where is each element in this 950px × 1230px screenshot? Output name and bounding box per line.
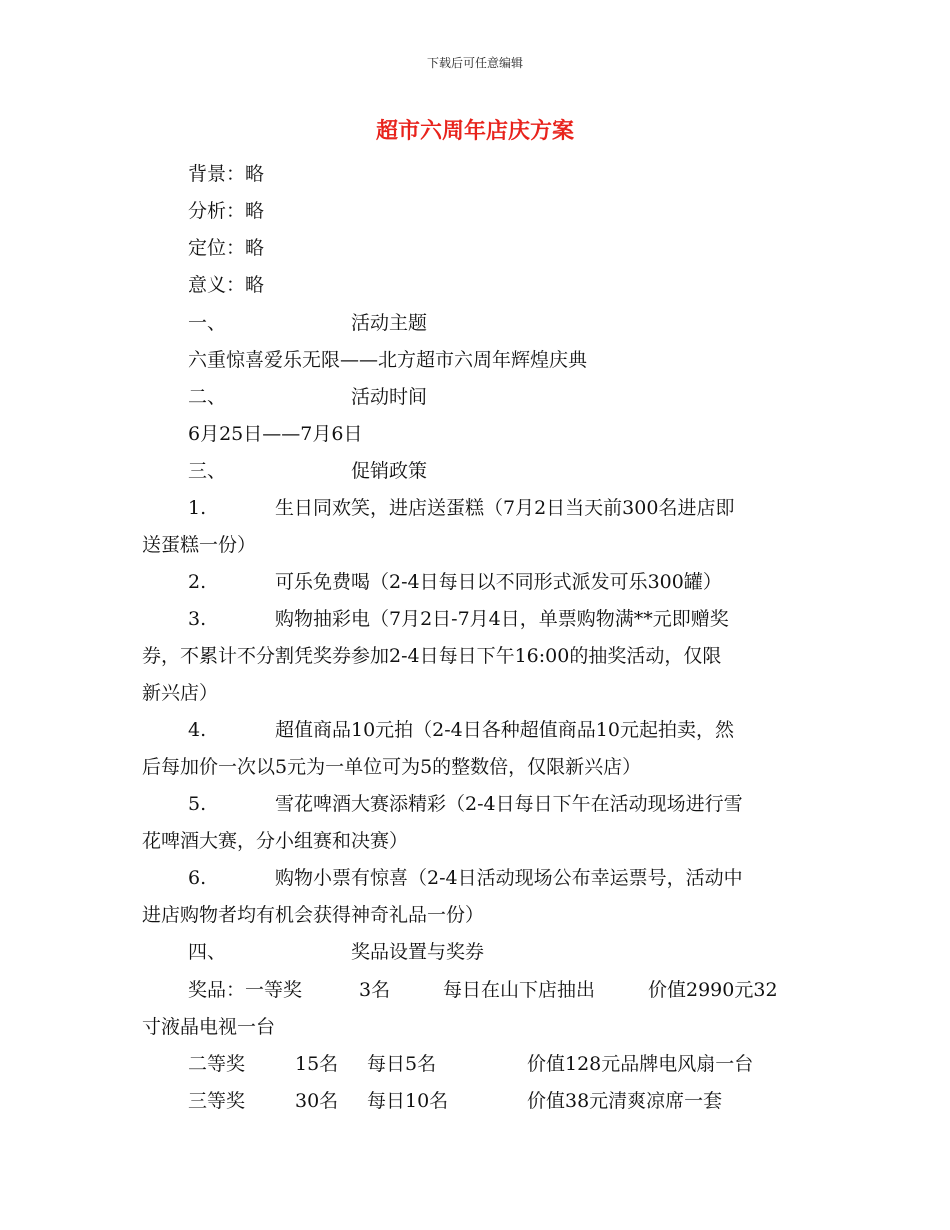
section-index: 一、 <box>188 312 227 334</box>
prize-value: 价值128元品牌电风扇一台 <box>527 1053 754 1075</box>
section-title: 奖品设置与奖券 <box>351 941 485 963</box>
section-index: 三、 <box>188 460 227 482</box>
section-title: 活动时间 <box>351 386 428 408</box>
policy-number: 5. <box>188 793 207 815</box>
policy-number: 4. <box>188 719 207 741</box>
policy-number: 2. <box>188 571 207 593</box>
policy-text: 可乐免费喝（2-4日每日以不同形式派发可乐300罐） <box>275 571 722 593</box>
intro-analysis: 分析：略 <box>188 200 265 222</box>
prize-row-second <box>0 1052 950 1076</box>
intro-positioning: 定位：略 <box>188 237 265 259</box>
prize-value: 价值2990元32 <box>648 979 778 1001</box>
policy-text-cont: 进店购物者均有机会获得神奇礼品一份） <box>142 904 485 926</box>
prize-label: 奖品：一等奖 <box>188 979 303 1001</box>
policy-item <box>0 496 950 520</box>
policy-text-cont: 后每加价一次以5元为一单位可为5的整数倍，仅限新兴店） <box>142 756 642 778</box>
prize-row-first <box>0 978 950 1002</box>
policy-number: 6. <box>188 867 207 889</box>
policy-text-cont: 新兴店） <box>142 682 219 704</box>
section-title: 活动主题 <box>351 312 428 334</box>
policy-number: 3. <box>188 608 207 630</box>
prize-count: 15名 <box>295 1053 339 1075</box>
policy-item <box>0 607 950 631</box>
prize-value: 价值38元清爽凉席一套 <box>527 1090 723 1112</box>
page-header-note: 下载后可任意编辑 <box>426 56 523 70</box>
section-body-2: 6月25日——7月6日 <box>188 423 363 445</box>
policy-item <box>0 866 950 890</box>
policy-number: 1. <box>188 497 207 519</box>
prize-count: 30名 <box>295 1090 339 1112</box>
policy-text-cont: 券，不累计不分割凭奖券参加2-4日每日下午16:00的抽奖活动，仅限 <box>142 645 722 667</box>
section-index: 四、 <box>188 941 227 963</box>
prize-row-third <box>0 1089 950 1113</box>
section-body-1: 六重惊喜爱乐无限——北方超市六周年辉煌庆典 <box>188 349 588 371</box>
section-title: 促销政策 <box>351 460 428 482</box>
prize-rule: 每日5名 <box>367 1053 437 1075</box>
section-index: 二、 <box>188 386 227 408</box>
section-heading-1 <box>0 311 950 335</box>
prize-label: 三等奖 <box>188 1090 246 1112</box>
prize-label: 二等奖 <box>188 1053 246 1075</box>
policy-text: 购物小票有惊喜（2-4日活动现场公布幸运票号，活动中 <box>275 867 743 889</box>
section-heading-4 <box>0 940 950 964</box>
policy-text: 超值商品10元拍（2-4日各种超值商品10元起拍卖，然 <box>275 719 734 741</box>
policy-text: 生日同欢笑，进店送蛋糕（7月2日当天前300名进店即 <box>275 497 735 519</box>
prize-rule: 每日10名 <box>367 1090 449 1112</box>
prize-count: 3名 <box>359 979 391 1001</box>
policy-text-cont: 送蛋糕一份） <box>142 534 257 556</box>
document-title: 超市六周年店庆方案 <box>375 118 574 144</box>
section-heading-3 <box>0 459 950 483</box>
prize-value-cont: 寸液晶电视一台 <box>142 1016 276 1038</box>
prize-rule: 每日在山下店抽出 <box>443 979 596 1001</box>
policy-text-cont: 花啤酒大赛，分小组赛和决赛） <box>142 830 409 852</box>
policy-item <box>0 570 950 594</box>
policy-item <box>0 718 950 742</box>
policy-item <box>0 792 950 816</box>
section-heading-2 <box>0 385 950 409</box>
policy-text: 雪花啤酒大赛添精彩（2-4日每日下午在活动现场进行雪 <box>275 793 743 815</box>
intro-significance: 意义：略 <box>188 274 265 296</box>
intro-background: 背景：略 <box>188 163 265 185</box>
policy-text: 购物抽彩电（7月2日-7月4日，单票购物满**元即赠奖 <box>275 608 729 630</box>
